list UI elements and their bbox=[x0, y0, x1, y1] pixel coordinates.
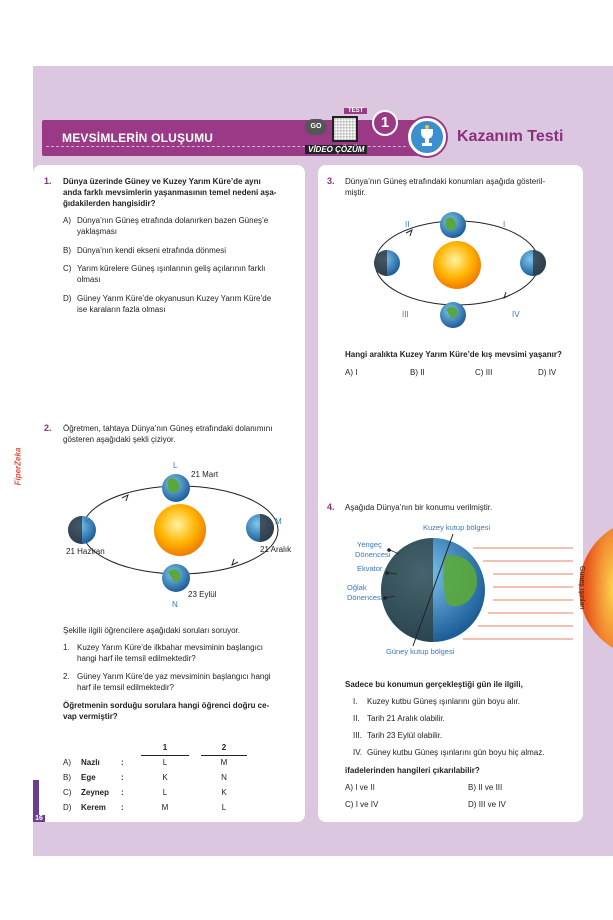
label-l: L bbox=[173, 461, 178, 470]
q3-ask: Hangi aralıkta Kuzey Yarım Küre’de kış mevsimi yaşanır? bbox=[345, 350, 562, 359]
student-name: Zeynep bbox=[81, 788, 110, 797]
q1-stem-line: Dünya üzerinde Güney ve Kuzey Yarım Küre’de aynı bbox=[63, 177, 261, 186]
option-text: I bbox=[355, 368, 358, 377]
subquestion-number: 1. bbox=[63, 643, 70, 652]
label-capricorn-1: Oğlak bbox=[347, 583, 367, 592]
label-m: M bbox=[275, 517, 282, 526]
label-k: K bbox=[85, 517, 91, 526]
q3-option-c[interactable] bbox=[475, 367, 492, 378]
separator: : bbox=[121, 803, 124, 812]
option-letter: B) bbox=[63, 246, 71, 255]
separator: : bbox=[121, 773, 124, 782]
label-equator: Ekvator bbox=[357, 564, 383, 573]
label-south-pole: Güney kutup bölgesi bbox=[386, 647, 455, 656]
q1-option-d[interactable] bbox=[63, 293, 271, 315]
option-text: II ve III bbox=[478, 783, 503, 792]
label-cancer-1: Yengeç bbox=[357, 540, 382, 549]
option-letter: D) bbox=[468, 800, 477, 809]
brand-logo: FiperZeka bbox=[13, 447, 23, 486]
answer-1: M bbox=[161, 803, 169, 812]
earth-bottom-icon bbox=[162, 564, 190, 592]
answer-2: N bbox=[221, 773, 227, 782]
table-col-header: 2 bbox=[201, 740, 247, 755]
option-letter: A) bbox=[345, 368, 353, 377]
trophy-glyph-icon bbox=[411, 121, 443, 153]
q3-option-b[interactable] bbox=[410, 367, 425, 378]
subquestion-text: Güney Yarım Küre’de yaz mevsiminin başlangıcı hangi bbox=[77, 672, 271, 681]
q4-number: 4. bbox=[327, 502, 335, 512]
option-letter: A) bbox=[63, 758, 71, 767]
q1-option-c[interactable] bbox=[63, 263, 265, 285]
option-text: Güney Yarım Küre’de okyanusun Kuzey Yarım Küre’de bbox=[77, 294, 272, 303]
q2-intro-line: Öğretmen, tahtaya Dünya’nın Güneş etrafındaki dolanımını bbox=[63, 424, 273, 433]
option-letter: A) bbox=[345, 783, 353, 792]
earth-right-icon bbox=[520, 250, 546, 276]
q4-option-a[interactable] bbox=[345, 782, 375, 793]
option-text: I ve II bbox=[355, 783, 375, 792]
statement-number: III. bbox=[353, 731, 362, 740]
page-number: 16 bbox=[33, 815, 45, 822]
page-number-bar bbox=[33, 780, 39, 820]
answer-2: M bbox=[220, 758, 228, 768]
statement-text: Güney kutbu Güneş ışınlarını gün boyu hiç almaz. bbox=[367, 748, 545, 757]
label-capricorn-2: Dönencesi bbox=[347, 593, 383, 602]
answer-2: K bbox=[221, 788, 227, 797]
q3-option-d[interactable] bbox=[538, 367, 556, 378]
table-col-header: 1 bbox=[141, 740, 189, 755]
page-title: MEVSİMLERİN OLUŞUMU bbox=[62, 131, 214, 145]
label-21-mart: 21 Mart bbox=[191, 470, 219, 479]
statement-text: Tarih 21 Aralık olabilir. bbox=[367, 714, 445, 723]
table-row[interactable] bbox=[63, 770, 247, 785]
option-text: IV bbox=[548, 368, 557, 377]
option-letter: B) bbox=[410, 368, 418, 377]
separator: : bbox=[121, 788, 124, 797]
sun-icon bbox=[154, 504, 206, 556]
q4-option-b[interactable] bbox=[468, 782, 502, 793]
q1-number: 1. bbox=[44, 176, 52, 186]
table-row[interactable] bbox=[63, 755, 247, 770]
subquestion-text: hangi harf ile temsil edilmektedir? bbox=[77, 654, 196, 663]
answer-1: K bbox=[162, 773, 168, 782]
q3-intro-line: Dünya’nın Güneş etrafındaki konumları aşağıda gösteril- bbox=[345, 177, 546, 186]
statement-text: Tarih 23 Eylül olabilir. bbox=[367, 731, 443, 740]
student-name: Ege bbox=[81, 773, 96, 782]
q1-option-b[interactable] bbox=[63, 245, 226, 256]
q2-lead: Şekille ilgili öğrencilere aşağıdaki soruları soruyor. bbox=[63, 626, 240, 635]
qr-code-icon[interactable] bbox=[332, 116, 358, 142]
label-23-eylul: 23 Eylül bbox=[188, 590, 217, 599]
brand-tab bbox=[13, 430, 41, 510]
earth-bottom-icon bbox=[440, 302, 466, 328]
label-cancer-2: Dönencesi bbox=[355, 550, 391, 559]
option-letter: C) bbox=[475, 368, 484, 377]
q1-option-a[interactable] bbox=[63, 215, 268, 237]
q2-intro-line: gösteren aşağıdaki şekli çiziyor. bbox=[63, 435, 176, 444]
q4-statement-1 bbox=[353, 696, 520, 707]
q3-intro bbox=[345, 176, 580, 198]
q2-answer-table bbox=[63, 740, 247, 815]
q4-ask-2: ifadelerinden hangileri çıkarılabilir? bbox=[345, 766, 480, 775]
q4-option-d[interactable] bbox=[468, 799, 506, 810]
statement-number: IV. bbox=[353, 748, 363, 757]
answer-2: L bbox=[221, 803, 227, 812]
option-letter: B) bbox=[63, 773, 71, 782]
answer-1: L bbox=[162, 758, 168, 768]
statement-number: II. bbox=[353, 714, 360, 723]
option-text: Dünya’nın kendi ekseni etrafında dönmesi bbox=[77, 246, 226, 255]
earth-top-icon bbox=[162, 474, 190, 502]
q1-stem-line: ğıdakilerden hangisidir? bbox=[63, 199, 156, 208]
subquestion-number: 2. bbox=[63, 672, 70, 681]
trophy-icon bbox=[408, 118, 446, 156]
q2-number: 2. bbox=[44, 423, 52, 433]
option-letter: A) bbox=[63, 216, 71, 225]
q2-ask bbox=[63, 700, 298, 722]
earth-left-icon bbox=[68, 516, 96, 544]
option-text: Dünya’nın Güneş etrafında dolanırken bazen Güneş’e bbox=[77, 216, 269, 225]
label-iv: IV bbox=[512, 310, 520, 319]
label-i: I bbox=[503, 220, 506, 229]
earth-left-icon bbox=[374, 250, 400, 276]
q4-statement-2 bbox=[353, 713, 445, 724]
q4-option-c[interactable] bbox=[345, 799, 378, 810]
table-row[interactable] bbox=[63, 800, 247, 815]
test-label: TEST bbox=[344, 108, 367, 114]
q4-earth-diagram bbox=[333, 518, 613, 660]
option-text: III ve IV bbox=[478, 800, 506, 809]
option-text: II bbox=[420, 368, 425, 377]
banner-divider bbox=[46, 146, 426, 147]
video-go-icon[interactable]: GO bbox=[305, 119, 327, 135]
q2-subquestion-1 bbox=[63, 642, 263, 664]
q3-number: 3. bbox=[327, 176, 335, 186]
option-letter: D) bbox=[63, 294, 72, 303]
label-n: N bbox=[172, 600, 178, 609]
q2-subquestion-2 bbox=[63, 671, 271, 693]
option-text: olması bbox=[77, 275, 101, 284]
earth-right-icon bbox=[246, 514, 274, 542]
subquestion-text: Kuzey Yarım Küre’de ilkbahar mevsiminin başlangıcı bbox=[77, 643, 264, 652]
label-iii: III bbox=[402, 310, 409, 319]
q4-statement-3 bbox=[353, 730, 442, 741]
q4-statement-4 bbox=[353, 747, 544, 758]
sun-icon bbox=[433, 241, 481, 289]
q3-option-a[interactable] bbox=[345, 367, 357, 378]
q2-intro bbox=[63, 423, 298, 445]
option-text: ise karaların fazla olması bbox=[77, 305, 166, 314]
q3-orbit-diagram bbox=[360, 205, 560, 335]
q4-intro: Aşağıda Dünya’nın bir konumu verilmiştir. bbox=[345, 503, 493, 512]
label-north-pole: Kuzey kutup bölgesi bbox=[423, 523, 491, 532]
option-text: Yarım kürelere Güneş ışınlarının geliş açılarının farklı bbox=[77, 264, 266, 273]
table-row[interactable] bbox=[63, 785, 247, 800]
option-text: yaklaşması bbox=[77, 227, 118, 236]
q4-ask: Sadece bu konumun gerçekleştiği gün ile ilgili, bbox=[345, 680, 523, 689]
q2-ask-line: Öğretmenin sorduğu sorulara hangi öğrenci doğru ce- bbox=[63, 701, 270, 710]
q1-stem bbox=[63, 176, 298, 209]
label-21-haziran: 21 Haziran bbox=[66, 547, 105, 556]
section-title: Kazanım Testi bbox=[457, 128, 564, 145]
earth-top-icon bbox=[440, 212, 466, 238]
test-number-badge: 1 bbox=[372, 110, 398, 136]
video-solution-label[interactable]: VİDEO ÇÖZÜM bbox=[305, 145, 367, 154]
option-letter: C) bbox=[345, 800, 354, 809]
q3-intro-line: miştir. bbox=[345, 188, 366, 197]
option-letter: B) bbox=[468, 783, 476, 792]
option-text: III bbox=[485, 368, 493, 377]
option-letter: D) bbox=[538, 368, 547, 377]
answer-1: L bbox=[162, 788, 168, 797]
statement-text: Kuzey kutbu Güneş ışınlarını gün boyu alır. bbox=[367, 697, 520, 706]
label-sun-rays: Güneş ışınları bbox=[578, 566, 585, 610]
separator: : bbox=[121, 758, 124, 767]
q2-orbit-diagram bbox=[60, 458, 300, 613]
student-name: Nazlı bbox=[81, 758, 100, 767]
table-header-row bbox=[63, 740, 247, 755]
student-name: Kerem bbox=[81, 803, 106, 812]
option-text: I ve IV bbox=[355, 800, 379, 809]
option-letter: D) bbox=[63, 803, 72, 812]
option-letter: C) bbox=[63, 264, 72, 273]
option-letter: C) bbox=[63, 788, 72, 797]
q2-ask-line: vap vermiştir? bbox=[63, 712, 118, 721]
subquestion-text: harf ile temsil edilmektedir? bbox=[77, 683, 174, 692]
statement-number: I. bbox=[353, 697, 358, 706]
label-ii: II bbox=[405, 220, 410, 229]
label-21-aralik: 21 Aralık bbox=[260, 545, 292, 554]
q1-stem-line: anda farklı mevsimlerin yaşanmasının temel nedeni aşa- bbox=[63, 188, 277, 197]
